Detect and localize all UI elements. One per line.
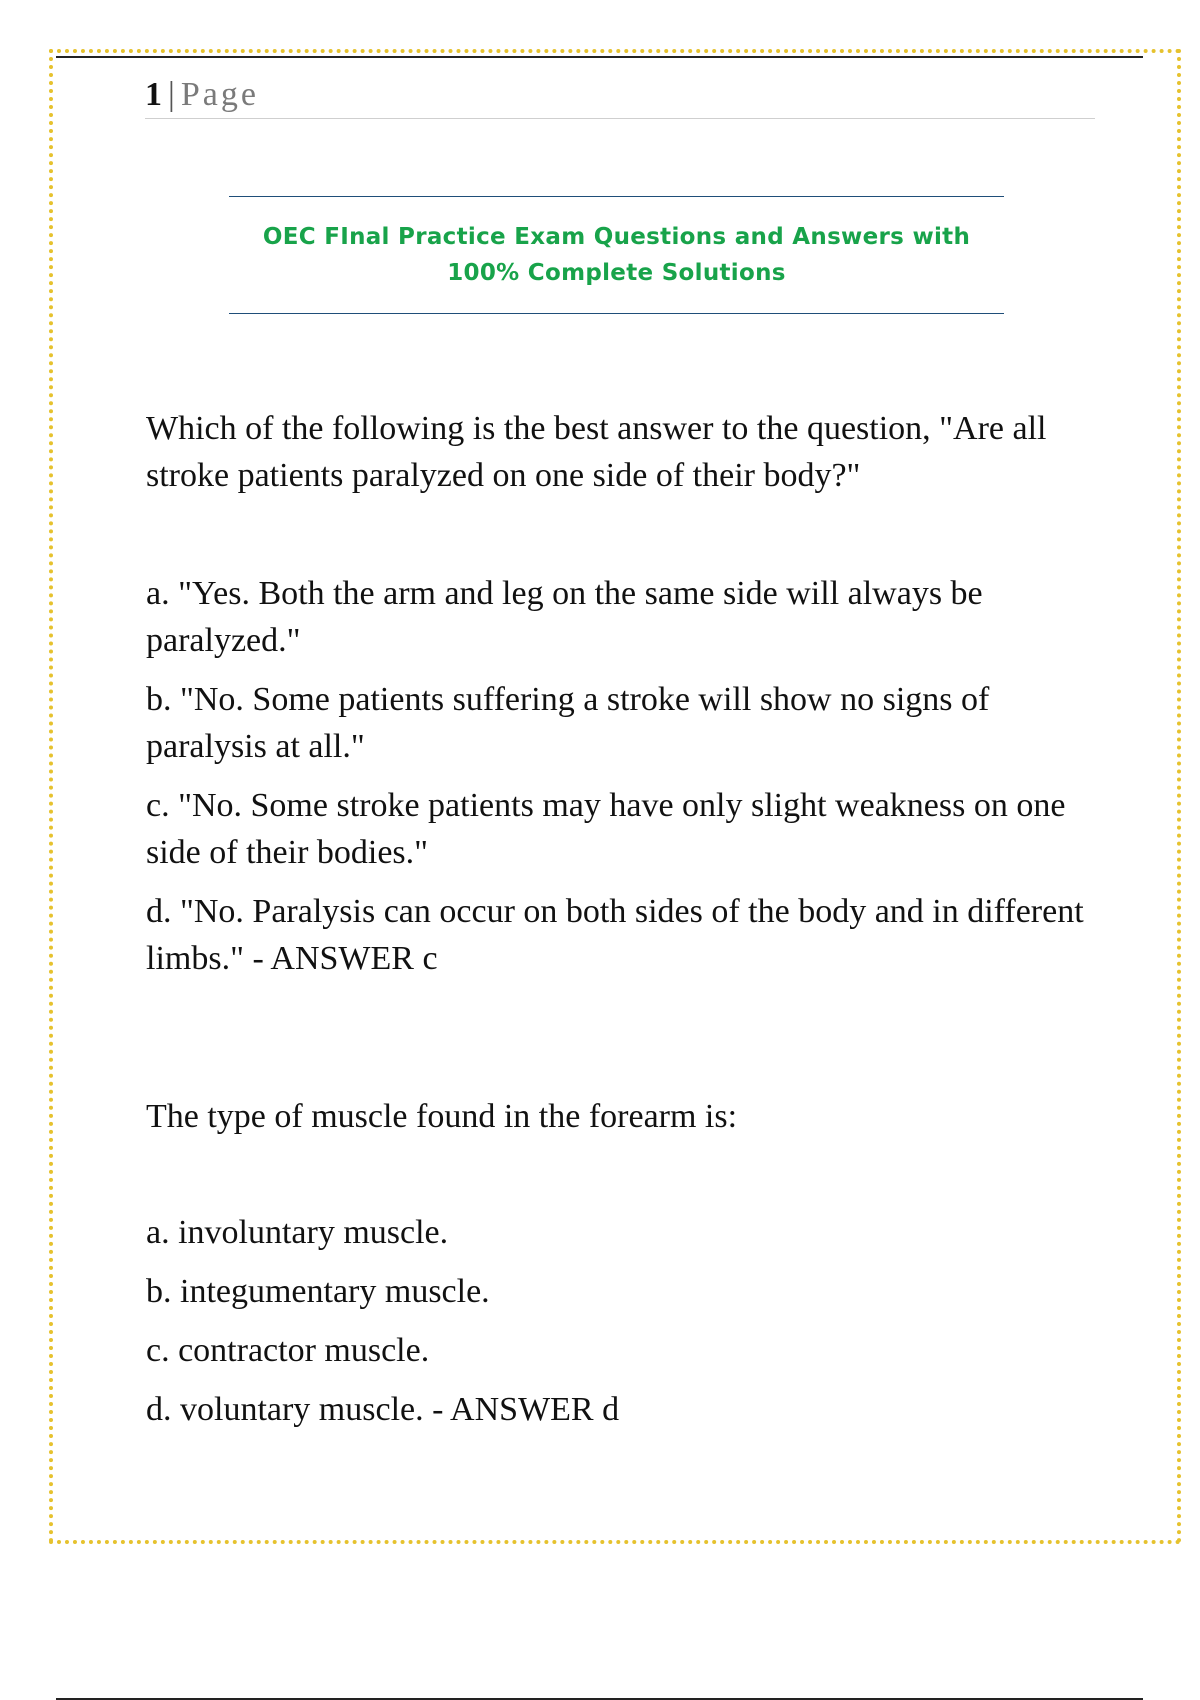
question-2-option-d: d. voluntary muscle. - ANSWER d <box>146 1391 620 1428</box>
document-title-block <box>229 196 1004 314</box>
question-2-option-b: b. integumentary muscle. <box>146 1273 490 1310</box>
page-separator: | <box>168 76 175 113</box>
question-2-options <box>146 1209 1096 1433</box>
question-1-option-c: c. "No. Some stroke patients may have only slight weakness on one side of their bodies." <box>146 787 1066 871</box>
question-1: Which of the following is the best answer to the question, "Are all stroke patients paralyzed on one side of their body?" <box>146 410 1047 494</box>
question-2-option-a: a. involuntary muscle. <box>146 1214 449 1251</box>
top-rule <box>56 56 1143 58</box>
question-2-option-c: c. contractor muscle. <box>146 1332 430 1369</box>
question-1-option-d: d. "No. Paralysis can occur on both sides of the body and in different limbs." - ANSWER c <box>146 893 1084 977</box>
question-1-option-a: a. "Yes. Both the arm and leg on the same side will always be paralyzed." <box>146 575 983 659</box>
page-number: 1 <box>145 76 162 113</box>
question-1-options <box>146 570 1096 982</box>
document-title <box>263 219 970 291</box>
question-1-option-b: b. "No. Some patients suffering a stroke will show no signs of paralysis at all." <box>146 681 990 765</box>
document-body <box>146 405 1096 1445</box>
page-label: Page <box>180 76 259 113</box>
title-line-2: 100% Complete Solutions <box>447 260 786 286</box>
title-line-1: OEC FInal Practice Exam Questions and Answers with <box>262 224 971 250</box>
page-header <box>145 74 1095 119</box>
question-2: The type of muscle found in the forearm is: <box>146 1098 738 1135</box>
